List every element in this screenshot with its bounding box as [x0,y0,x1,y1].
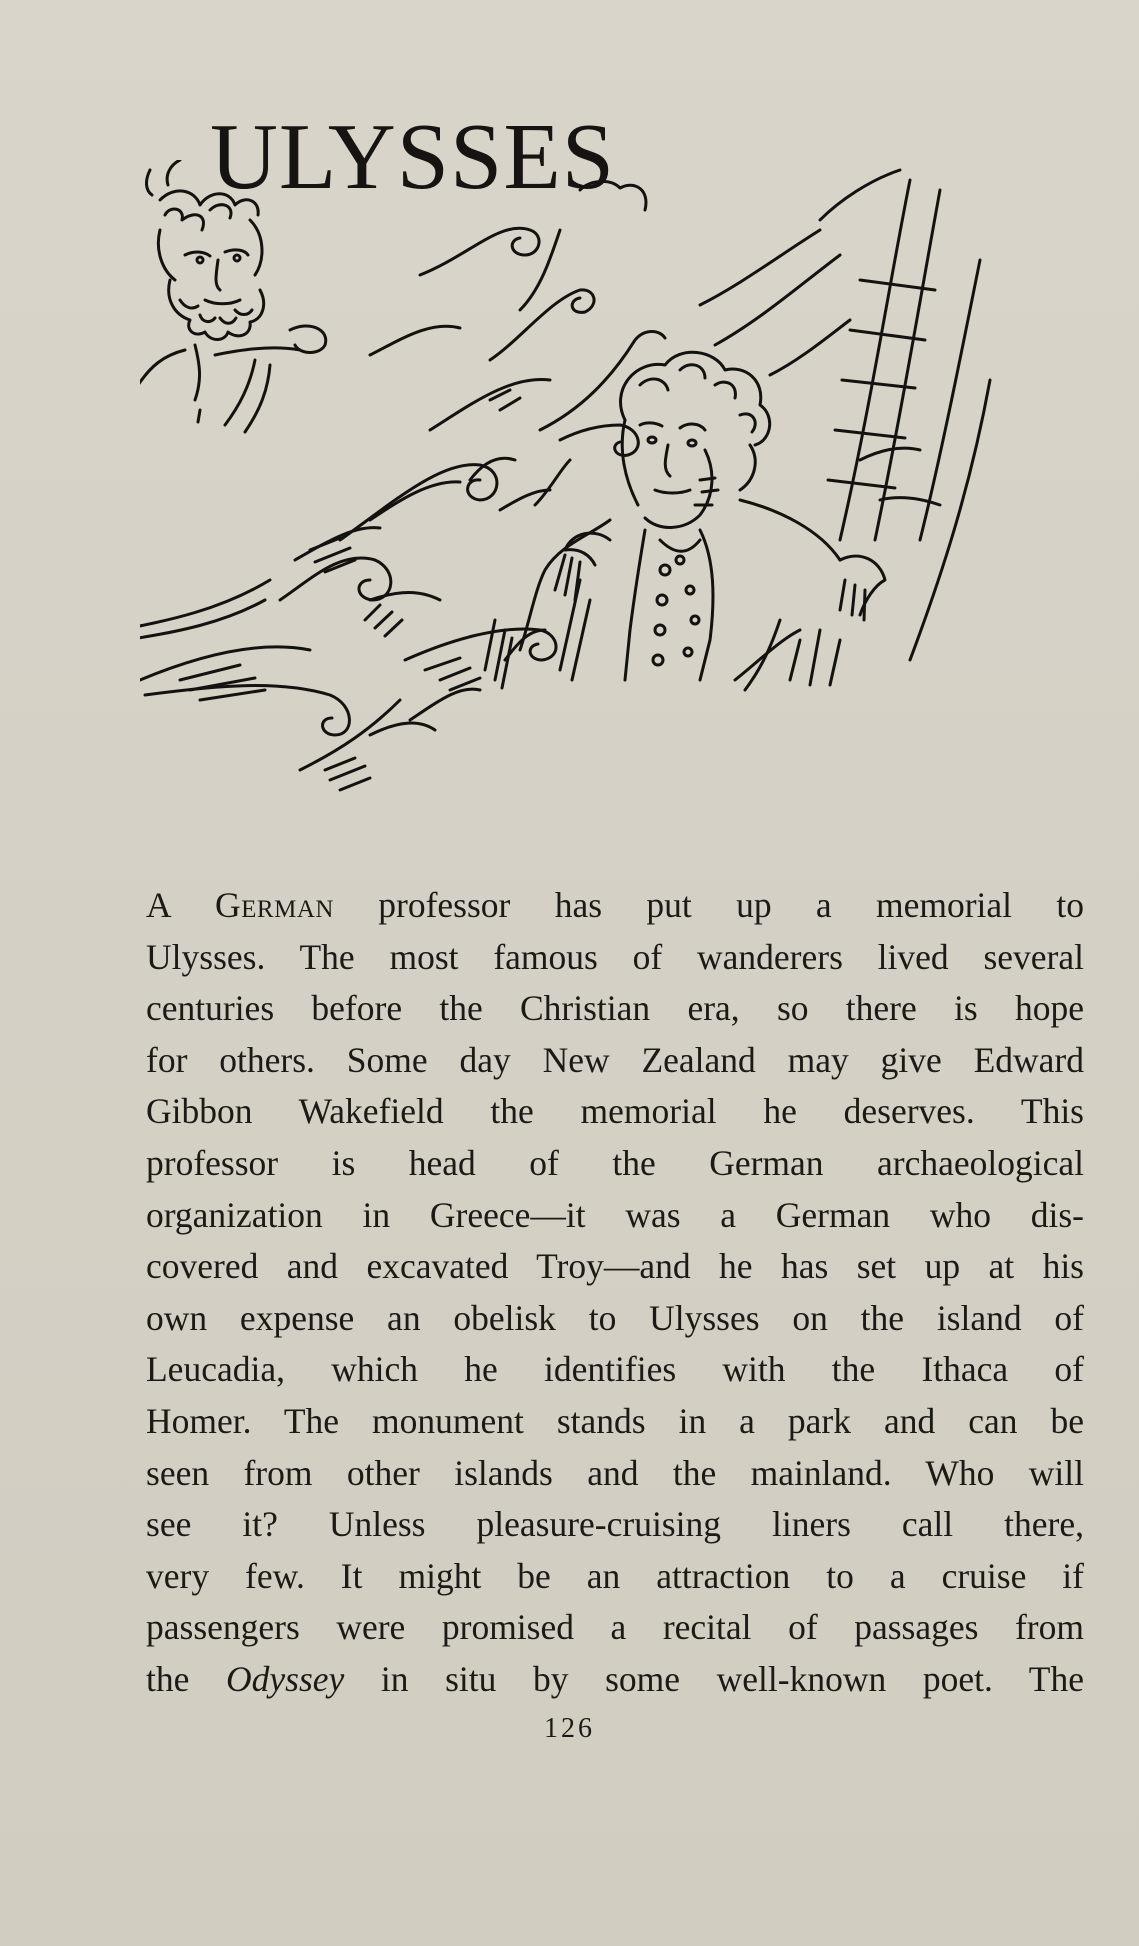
text-line: covered and excavated Troy—and he has set up at his [146,1246,1084,1287]
lead-smallcaps: A German [146,885,334,925]
naval-officer-drawing [485,352,885,690]
book-title-italic: Odyssey [225,1658,345,1699]
text-line: organization in Greece—it was a German who dis- [146,1194,1084,1235]
sailor-and-classical-head-illustration [140,160,1070,820]
text-line: Leucadia, which he identifies with the Ithaca of [146,1349,1084,1390]
chapter-title: ULYSSES [210,105,616,209]
text-line: Homer. The monument stands in a park and can be [146,1400,1084,1441]
classical-head-drawing [140,160,326,432]
text-line: Ulysses. The most famous of wanderers lived several [146,936,1084,977]
text-line: own expense an obelisk to Ulysses on the island of [146,1297,1084,1338]
ship-ladder-drawing [820,170,990,660]
text-line: A German professor has put up a memorial to [146,885,1084,925]
text-line: very few. It might be an attraction to a cruise if [146,1555,1084,1596]
text-line: centuries before the Christian era, so there is hope [146,988,1084,1029]
text-line: seen from other islands and the mainland. Who will [146,1452,1084,1493]
text-line: passengers were promised a recital of passages from [146,1607,1084,1648]
text-line-last: the Odyssey in situ by some well-known poet. The [146,1658,1084,1699]
body-paragraph [146,880,1084,1706]
text-line: Gibbon Wakefield the memorial he deserves. This [146,1091,1084,1132]
text-line: see it? Unless pleasure-cruising liners call there, [146,1504,1084,1545]
page-number: 126 [544,1713,595,1744]
text-line: for others. Some day New Zealand may give Edward [146,1039,1084,1080]
text-line: professor is head of the German archaeological [146,1142,1084,1183]
